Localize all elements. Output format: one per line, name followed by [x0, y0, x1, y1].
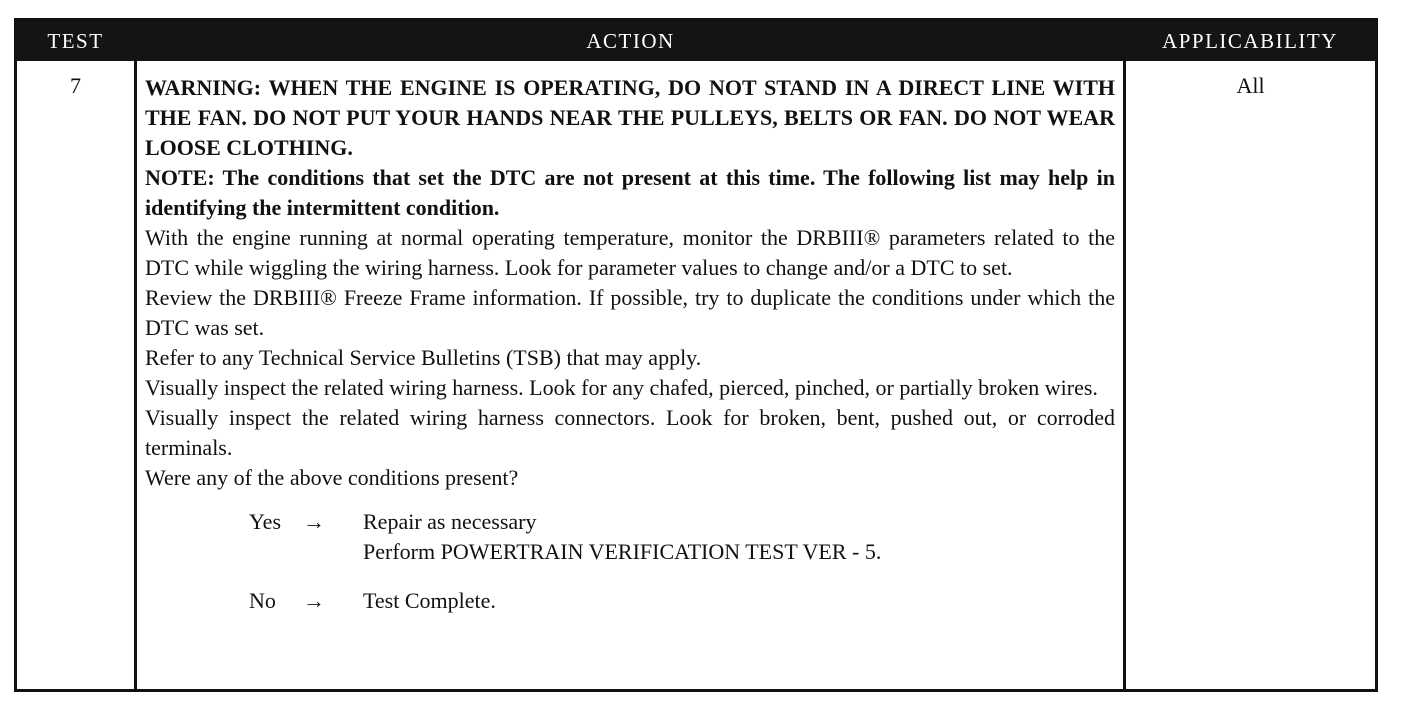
table-header: [17, 21, 1375, 61]
step-paragraph: Visually inspect the related wiring harness connectors. Look for broken, bent, pushed out, or corroded terminals.: [145, 405, 1115, 460]
step-paragraph: Refer to any Technical Service Bulletins (TSB) that may apply.: [145, 345, 702, 370]
option-answer: Yes: [249, 509, 282, 534]
column-divider: [134, 61, 137, 689]
arrow-icon: →: [303, 509, 325, 534]
action-cell: [145, 73, 1115, 616]
header-action: ACTION: [586, 29, 675, 53]
result-line: Perform POWERTRAIN VERIFICATION TEST VER - 5.: [363, 539, 882, 564]
option-answer: No: [249, 588, 276, 613]
applicability-value: All: [1236, 73, 1265, 98]
step-paragraph: With the engine running at normal operating temperature, monitor the DRBIII® parameters related to the DTC while wiggling the wiring harness. Look for parameter values to change and/or a DTC to set.: [145, 225, 1115, 280]
option-result: [363, 586, 496, 616]
test-number: 7: [70, 73, 81, 98]
option-no: [249, 586, 1115, 616]
column-divider: [1123, 61, 1126, 689]
step-paragraph: Review the DRBIII® Freeze Frame information. If possible, try to duplicate the conditions under which the DTC was set.: [145, 285, 1115, 340]
answer-options: [249, 507, 1115, 616]
header-applicability: APPLICABILITY: [1162, 29, 1338, 53]
arrow-icon: →: [303, 588, 325, 613]
result-line: Repair as necessary: [363, 509, 537, 534]
step-paragraph: Visually inspect the related wiring harness. Look for any chafed, pierced, pinched, or partially broken wires.: [145, 375, 1098, 400]
procedure-table: [14, 18, 1378, 692]
warning-text: WARNING: WHEN THE ENGINE IS OPERATING, DO NOT STAND IN A DIRECT LINE WITH THE FAN. DO NOT PUT YOUR HANDS NEAR THE PULLEYS, BELTS OR FAN. DO NOT WEAR LOOSE CLOTHING.: [145, 75, 1115, 160]
note-text: NOTE: The conditions that set the DTC are not present at this time. The following list may help in identifying the intermittent condition.: [145, 165, 1115, 220]
header-test: TEST: [47, 29, 104, 53]
question-text: Were any of the above conditions present?: [145, 465, 519, 490]
option-yes: [249, 507, 1115, 567]
result-line: Test Complete.: [363, 588, 496, 613]
option-result: [363, 507, 881, 567]
